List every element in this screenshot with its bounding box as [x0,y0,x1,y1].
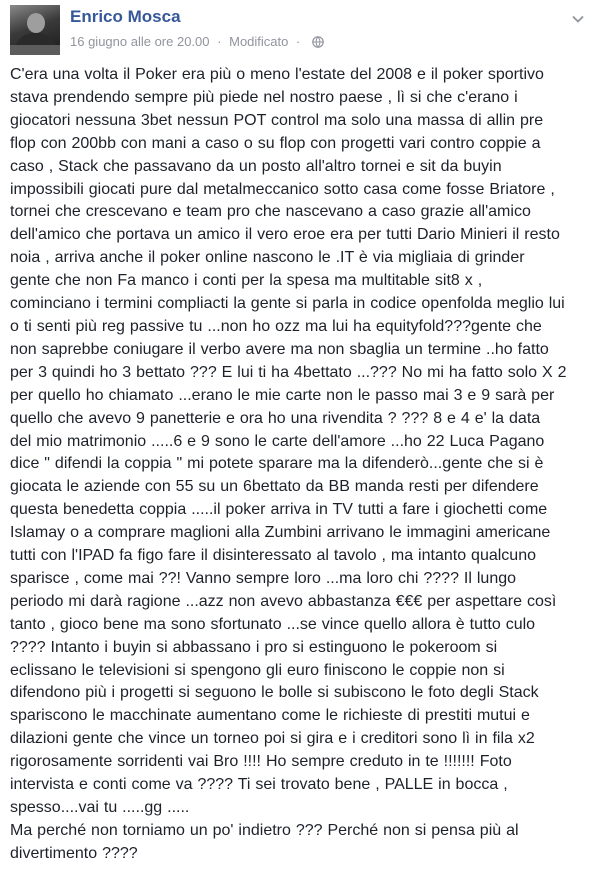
post-text-line: intervista e conti come va ???? Ti sei trovato bene , PALLE in bocca , [10,776,508,794]
avatar-table-shape [10,45,60,55]
avatar[interactable] [10,5,60,55]
post-text-line: per quello ho chiamato ...erano le mie carte non le passo mai 3 e 9 sarà per [10,386,555,404]
post-text-line: divertimento ???? [10,844,138,862]
post-date[interactable]: 16 giugno alle ore 20.00 [70,34,210,50]
post-text-line: o ti senti più reg passive tu ...non ho ozz ma lui ha equityfold???gente che [10,317,542,335]
post-text-line: questa benedetta coppia .....il poker arriva in TV tutti a fare i giochetti come [10,501,548,519]
post-text-line: C'era una volta il Poker era più o meno l'estate del 2008 e il poker sportivo [10,66,544,83]
post-text-line: del mio matrimonio .....6 e 9 sono le carte dell'amore ...ho 22 Luca Pagano [10,432,545,450]
post-text-line: giocatori nessuna 3bet nessun POT control ma solo una massa di allin pre [10,111,544,129]
post-text-line: spariscono le macchinate aumentano come le richieste di prestiti mutui e [10,707,530,725]
post-text-line: caso , Stack che passavano da un posto all'altro tornei e sit da buyin [10,157,502,175]
chevron-down-icon[interactable] [570,11,586,27]
post-text-line: tornei che crescevano e team pro che nascevano a caso grazie all'amico [10,203,531,221]
post-text-line: flop con 200bb con mani a caso o su flop con progetti vari contro coppie a [10,134,541,152]
post-text-line: Ma perché non torniamo un po' indietro ??? Perché non si pensa più al [10,821,519,839]
post-text-line: difendono più i progetti si seguono le bolle si subiscono le foto degli Stack [10,684,539,702]
post-text-line: dell'amico che portava un amico il vero eroe era per tutti Dario Minieri il resto [10,226,560,244]
post-text-line: impossibili giocati pure dal metalmeccanico sotto casa come fosse Briatore , [10,180,555,198]
post-text-line: non saprebbe coniugare il verbo avere ma non sbaglia un termine ..ho fatto [10,340,549,358]
post-text-line: per 3 quindi ho 3 bettato ??? E lui ti ha 4bettato ...??? No mi ha fatto solo X 2 [10,363,567,381]
avatar-head-shape [27,13,45,33]
post-text-line: tutti con l'IPAD fa figo fare il disinteressato al tavolo , ma intanto qualcuno [10,547,536,565]
post-text-line: Islamay o a comprare maglioni alla Zumbini arrivano le immagini americane [10,524,551,542]
post-text-line: noia , arriva anche il poker online nascono le .IT è via migliaia di grinder [10,249,525,267]
post-text-line: spesso....vai tu .....gg ..... [10,799,190,816]
post-text-line: quello che avevo 9 panetterie e ora ho una rivendita ? ??? 8 e 4 e' la data [10,409,541,427]
post-text-line: rigorosamente sorridenti vai Bro !!!! Ho sempre creduto in te !!!!!!! Foto [10,753,512,771]
post-text-line: gente che non Fa manco i conti per la spesa ma multitable sit8 x , [10,272,483,290]
post-body [10,64,590,866]
post-text-line: cominciano i termini compliacti la gente si parla in codice openfolda meglio lui [10,295,565,313]
globe-icon[interactable] [312,36,324,48]
post-text-line: giocata le aziende con 55 su un 6bettato da BB manda resti per difendere [10,478,539,496]
post-text-line: dilazioni gente che vince un torneo poi si gira e i creditori sono lì in fila x2 [10,730,535,748]
post-text-line: ???? Intanto i buyin si abbassano i pro si estinguono le pokeroom si [10,638,498,656]
post-text-line: eclissano le televisioni si spengono gli euro finiscono le coppie non si [10,661,505,679]
meta-separator: · [217,34,222,50]
author-name[interactable]: Enrico Mosca [70,7,181,26]
post-text-line: periodo mi darà ragione ...azz non avevo abbastanza €€€ per aspettare così [10,592,557,610]
post-header [10,5,590,55]
post-meta [70,33,324,49]
edited-label[interactable]: Modificato [229,34,289,50]
post-text-line: dice " difendi la coppia " mi potete sparare ma la difenderò...gente che si è [10,455,544,473]
post-text-line: sparisce , come mai ??! Vanno sempre loro ...ma loro chi ???? Il lungo [10,569,517,587]
meta-separator-2: · [295,34,301,50]
post-text-line: tanto , gioco bene ma sono sfortunato ...se vince quello allora è tutto culo [10,615,536,633]
post-text-line: stava prendendo sempre più piede nel nostro paese , lì si che c'erano i [10,88,518,106]
